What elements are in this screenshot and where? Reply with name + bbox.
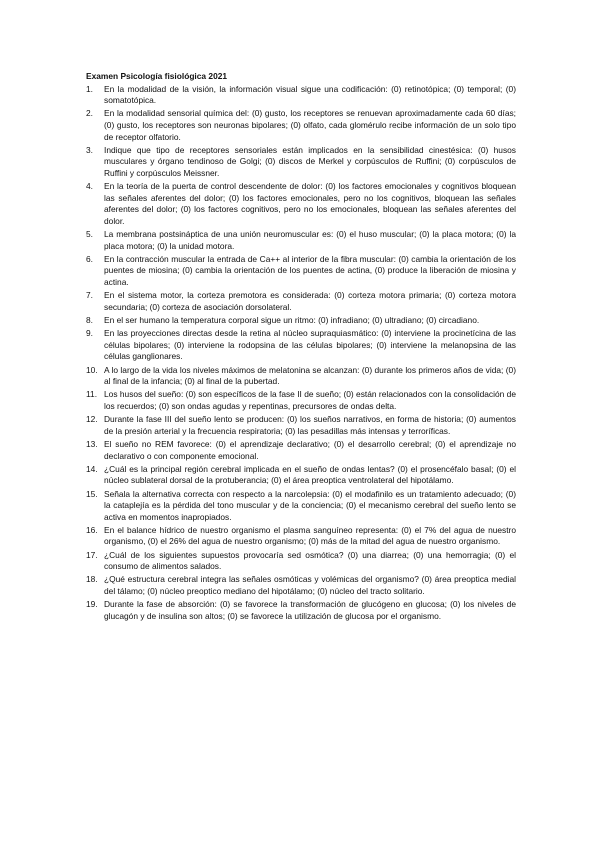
question-number: 9. bbox=[86, 328, 93, 339]
question-text: Indique que tipo de receptores sensoriales están implicados en la sensibilidad cinestésica: (0) husos musculares y órgano tendinoso de Golgi; (0) discos de Merkel y corpúsculos de Ruffini; (0) corpúsculos de Ruffini y corpúsculos Meissner. bbox=[104, 144, 516, 178]
question-item bbox=[86, 414, 516, 437]
question-text: La membrana postsináptica de una unión neuromuscular es: (0) el huso muscular; (0) la placa motora; (0) la placa motora; (0) la unidad motora. bbox=[104, 229, 516, 251]
question-text: En el sistema motor, la corteza premotora es considerada: (0) corteza motora primaria; (0) corteza motora secundaria; (0) corteza de asociación dorsolateral. bbox=[104, 290, 516, 312]
question-text: Durante la fase III del sueño lento se producen: (0) los sueños narrativos, en forma de historia; (0) aumentos de la presión arterial y la frecuencia respiratoria; (0) las pesadillas más intensas y terroríficas. bbox=[104, 414, 516, 436]
question-number: 10. bbox=[86, 364, 98, 375]
question-item bbox=[86, 389, 516, 412]
question-text: Señala la alternativa correcta con respecto a la narcolepsia: (0) el modafinilo es un tratamiento adecuado; (0) la cataplejía es la pérdida del tono muscular y de la conciencia; (0) el mecanismo cerebral del sueño lento se activa en momentos inapropiados. bbox=[104, 488, 516, 522]
question-text: En la modalidad de la visión, la información visual sigue una codificación: (0) retinotópica; (0) temporal; (0) somatotópica. bbox=[104, 83, 516, 106]
question-number: 19. bbox=[86, 599, 98, 610]
question-item bbox=[86, 145, 516, 180]
question-text: En la teoría de la puerta de control descendente de dolor: (0) los factores emocionales y cognitivos bloquean las señales aferentes del dolor; (0) los factores emocionales, pero no los cognitivos, bloquean las señales aferentes del dolor; (0) los factores cognitivos, pero no los emocionales, bloquean las señales aferentes del dolor. bbox=[104, 181, 516, 226]
question-number: 1. bbox=[86, 83, 93, 94]
question-item bbox=[86, 328, 516, 363]
question-item bbox=[86, 365, 516, 388]
question-number: 4. bbox=[86, 181, 93, 192]
question-number: 8. bbox=[86, 315, 93, 326]
question-text: En las proyecciones directas desde la retina al núcleo supraquiasmático: (0) interviene la procinetícina de las células bipolares; (0) interviene la rodopsina de las células bipolares; (0) interviene la melanopsina de las células ganglionares. bbox=[104, 328, 516, 362]
question-text: Los husos del sueño: (0) son específicos de la fase II de sueño; (0) están relacionados con la consolidación de los recuerdos; (0) son ondas agudas y repentinas, precursores de ondas delta. bbox=[104, 389, 516, 411]
question-item bbox=[86, 229, 516, 252]
question-number: 14. bbox=[86, 463, 98, 474]
question-number: 6. bbox=[86, 253, 93, 264]
exam-title: Examen Psicología fisiológica 2021 bbox=[86, 71, 228, 81]
question-text: En el balance hídrico de nuestro organismo el plasma sanguíneo representa: (0) el 7% del agua de nuestro organismo, (0) el 26% del agua de nuestro organismo; (0) más de la mitad del agua de nuestro organismo. bbox=[104, 524, 516, 547]
question-number: 15. bbox=[86, 488, 98, 499]
question-item bbox=[86, 599, 516, 622]
question-item bbox=[86, 181, 516, 227]
question-item bbox=[86, 290, 516, 313]
question-item bbox=[86, 525, 516, 548]
question-number: 18. bbox=[86, 574, 98, 585]
question-number: 13. bbox=[86, 438, 98, 449]
question-number: 11. bbox=[86, 389, 98, 400]
question-number: 17. bbox=[86, 549, 98, 560]
question-number: 16. bbox=[86, 524, 98, 535]
question-text: ¿Cuál de los siguientes supuestos provocaría sed osmótica? (0) una diarrea; (0) una hemorragia; (0) el consumo de alimentos salados. bbox=[104, 549, 516, 572]
question-text: Durante la fase de absorción: (0) se favorece la transformación de glucógeno en glucosa; (0) los niveles de glucagón y de insulina son altos; (0) se favorece la utilización de glucosa por el organismo. bbox=[104, 599, 516, 621]
question-number: 2. bbox=[86, 108, 93, 119]
question-text: ¿Qué estructura cerebral integra las señales osmóticas y volémicas del organismo? (0) área preoptica medial del tálamo; (0) núcleo preoptico mediano del hipotálamo; (0) núcleo del tracto solitario. bbox=[104, 574, 516, 597]
question-item bbox=[86, 315, 516, 327]
question-item bbox=[86, 84, 516, 107]
question-text: El sueño no REM favorece: (0) el aprendizaje declarativo; (0) el desarrollo cerebral; (0) el aprendizaje no declarativo o con componente emocional. bbox=[104, 438, 516, 461]
question-item bbox=[86, 254, 516, 289]
question-number: 12. bbox=[86, 414, 98, 425]
question-item bbox=[86, 489, 516, 524]
question-item bbox=[86, 108, 516, 143]
question-item bbox=[86, 550, 516, 573]
question-number: 3. bbox=[86, 144, 93, 155]
question-item bbox=[86, 439, 516, 462]
document-content bbox=[86, 71, 516, 624]
question-number: 7. bbox=[86, 290, 93, 301]
question-item bbox=[86, 464, 516, 487]
question-text: ¿Cuál es la principal región cerebral implicada en el sueño de ondas lentas? (0) el prosencéfalo basal; (0) el núcleo sublateral dorsal de la protuberancia; (0) el área preoptica ventrolateral del hipotálamo. bbox=[104, 463, 516, 486]
question-text: En el ser humano la temperatura corporal sigue un ritmo: (0) infradiano; (0) ultradiano; (0) circadiano. bbox=[104, 315, 480, 326]
question-number: 5. bbox=[86, 229, 93, 240]
question-list bbox=[86, 84, 516, 623]
question-text: A lo largo de la vida los niveles máximos de melatonina se alcanzan: (0) durante los primeros años de vida; (0) al final de la infancia; (0) al final de la pubertad. bbox=[104, 364, 516, 387]
question-text: En la modalidad sensorial química del: (0) gusto, los receptores se renuevan aproximadamente cada 60 días; (0) gusto, los receptores son neuronas bipolares; (0) olfato, cada glomérulo recibe información de un solo tipo de receptor olfatorio. bbox=[104, 108, 516, 142]
question-item bbox=[86, 574, 516, 597]
question-text: En la contracción muscular la entrada de Ca++ al interior de la fibra muscular: (0) cambia la orientación de los puentes de miosina; (0) cambia la orientación de los puentes de actina, (0) produce la liberación de miosina y actina. bbox=[104, 253, 516, 288]
